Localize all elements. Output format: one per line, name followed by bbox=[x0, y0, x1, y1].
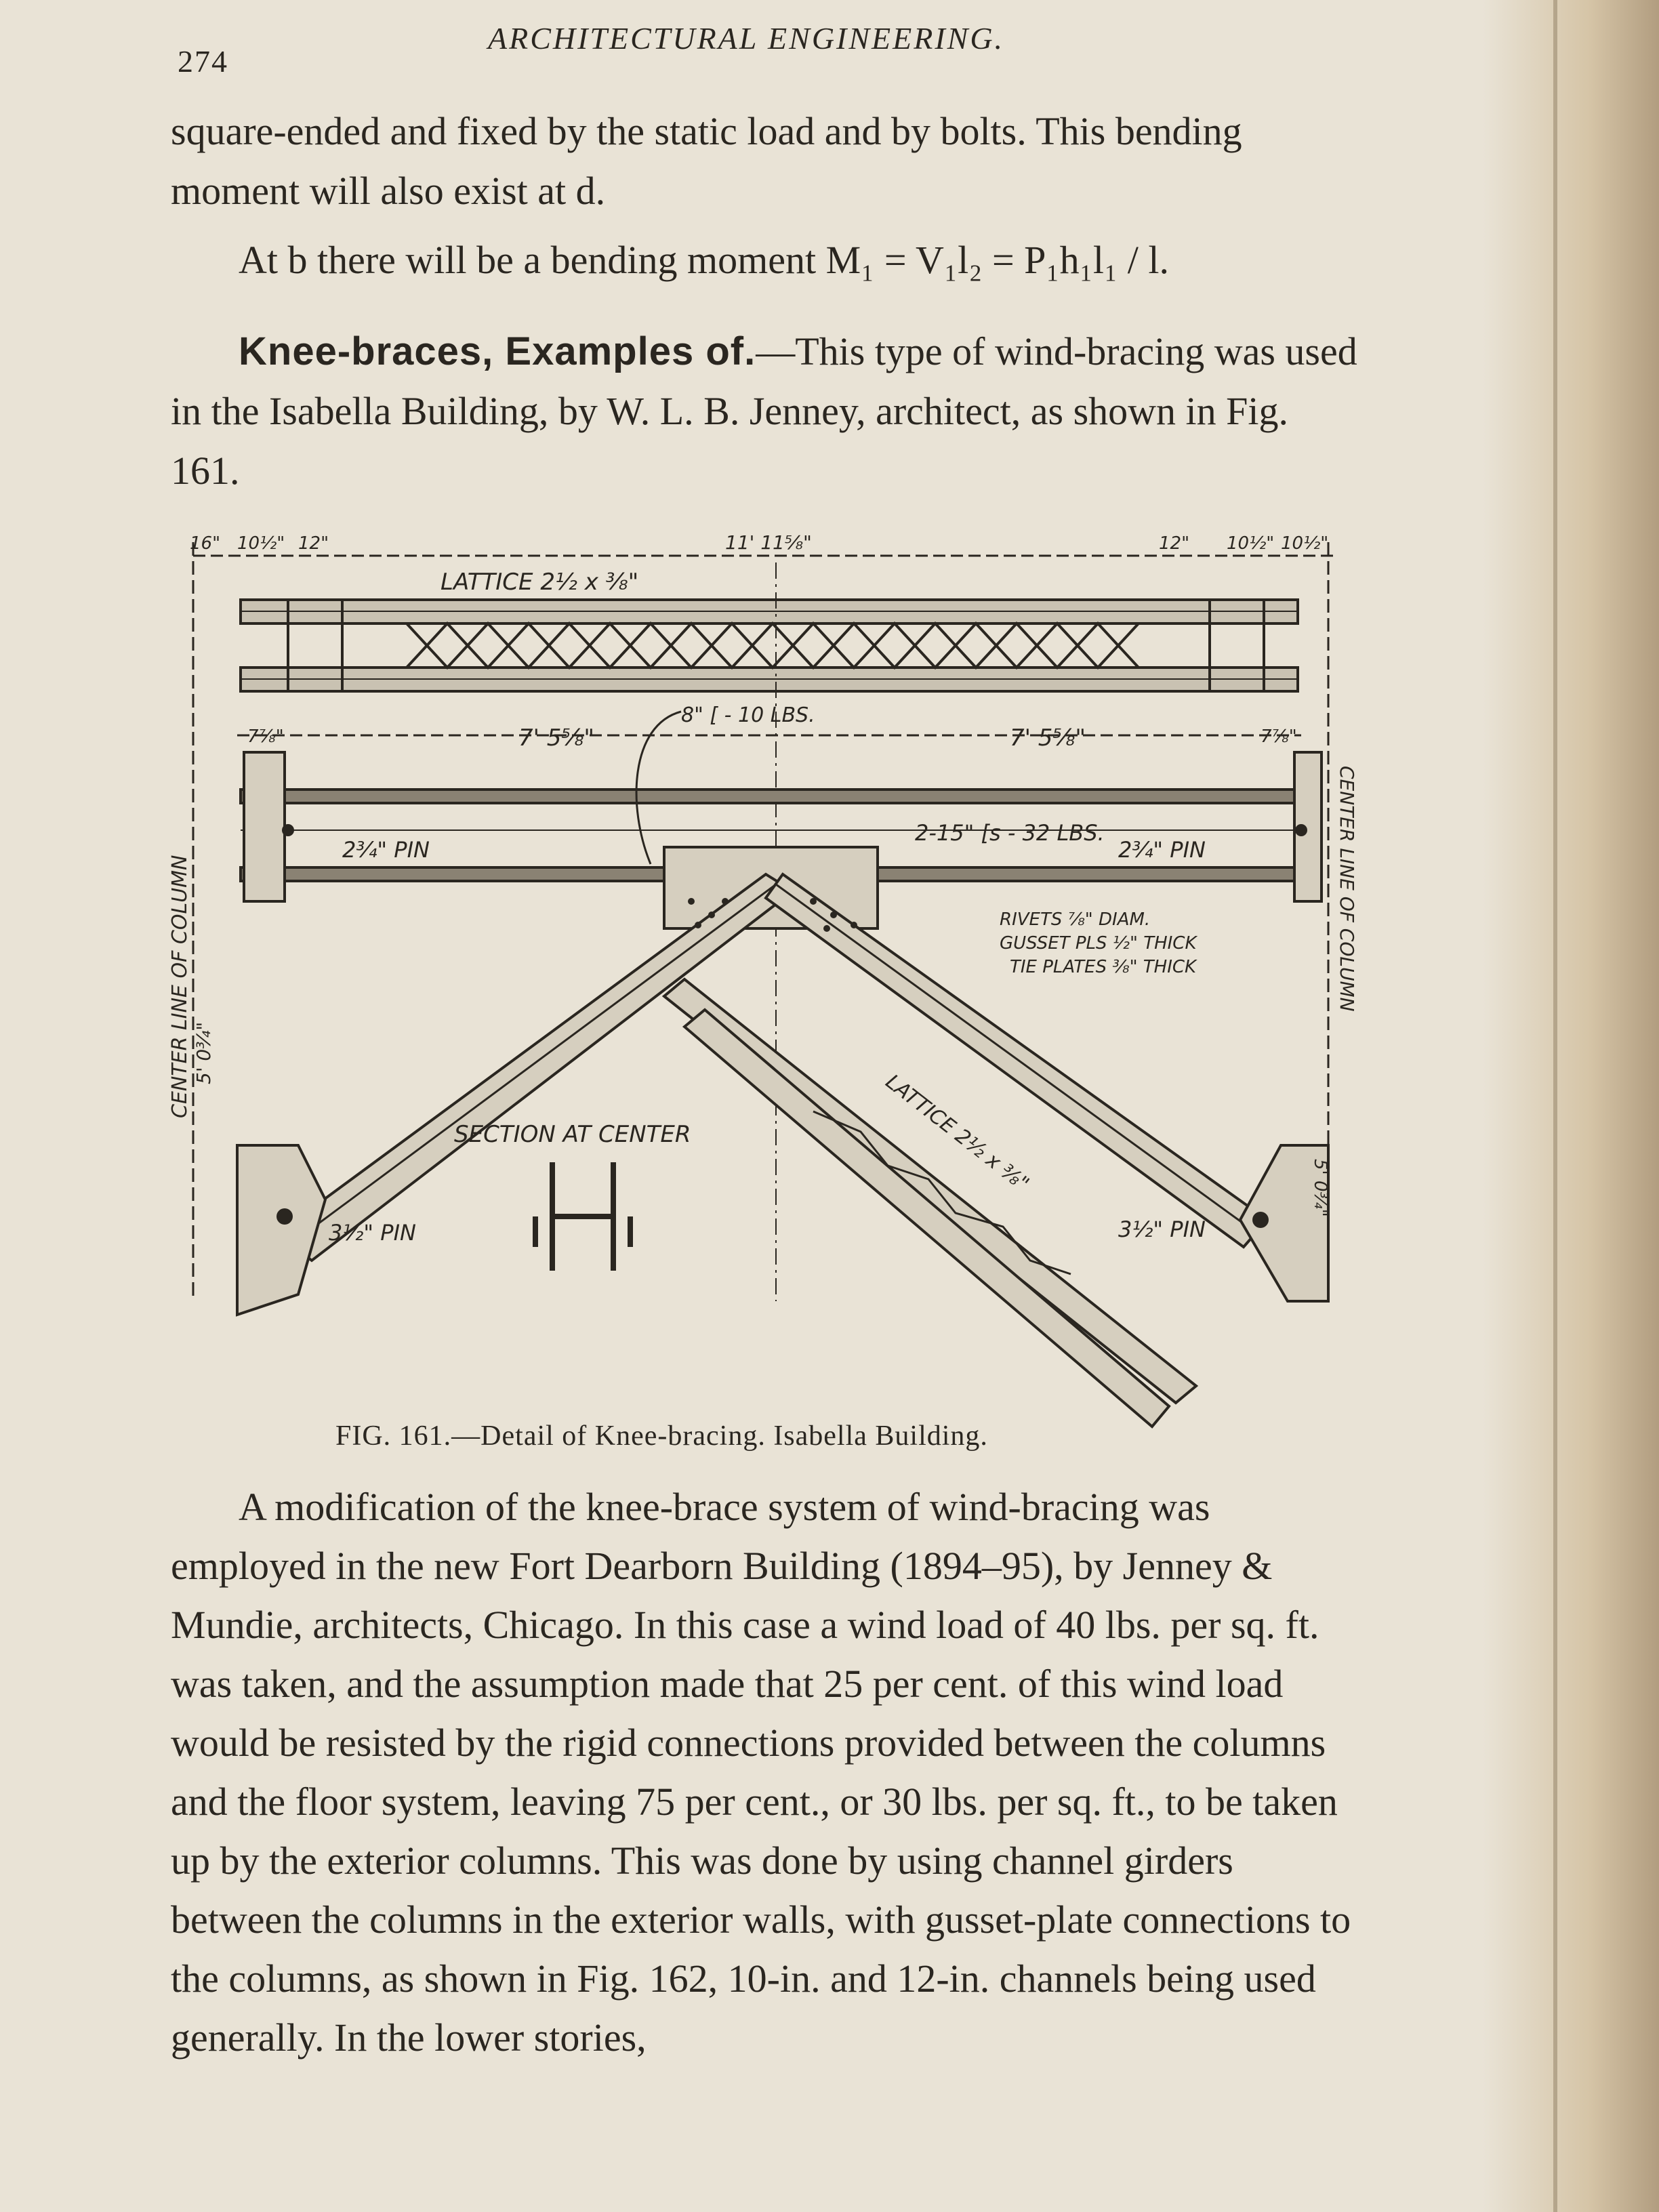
center-line-left: CENTER LINE OF COLUMN bbox=[168, 855, 192, 1118]
paragraph-2-bending-moment: At b there will be a bending moment M₁ = V₁l₂ = P₁h₁l₁ / l. bbox=[239, 238, 1169, 282]
dim-12-right: 12" bbox=[1159, 533, 1190, 554]
section-at-center-label: SECTION AT CENTER bbox=[454, 1121, 691, 1148]
figure-161-knee-bracing bbox=[168, 522, 1362, 1416]
dim-5-right: 5' 0¾" bbox=[1310, 1159, 1330, 1217]
dim-10-5-far: 10½" bbox=[1281, 533, 1329, 554]
dim-16: 16" bbox=[190, 533, 221, 554]
dim-7-8-right: 7⅞" bbox=[1261, 726, 1297, 747]
running-title: ARCHITECTURAL ENGINEERING. bbox=[488, 21, 1005, 56]
pin-left-label: 2¾" PIN bbox=[342, 837, 430, 863]
paragraph-4-fort-dearborn: A modification of the knee-brace system of wind-bracing was employed in the new Fort Dearborn Building (1894–95), by Jenney & Mundie, architects, Chicago. In this case a wind load of 40 lbs. per sq. ft. was taken, and the assumption made that 25 per cent. of this wind load would be resisted by the rigid connections provided between the columns and the floor system, leaving 75 per cent., or 30 lbs. per sq. ft., to be taken up by the exterior columns. This was done by using channel girders between the columns in the exterior walls, with gusset-plate connections to the columns, as shown in Fig. 162, 10-in. and 12-in. channels being used generally. In the lower stories, bbox=[171, 1485, 1351, 2060]
rivets-label: RIVETS ⅞" DIAM. bbox=[1000, 909, 1151, 930]
dim-7-5-left: 7' 5⅝" bbox=[518, 724, 595, 752]
paragraph-3-body: —This type of wind-bracing was used in the Isabella Building, by W. L. B. Jenney, architect, as shown in Fig. 161. bbox=[171, 329, 1357, 493]
page-gutter-shadow bbox=[1483, 0, 1659, 2212]
figure-caption: FIG. 161.—Detail of Knee-bracing. Isabella Building. bbox=[335, 1420, 988, 1452]
dim-5-left: 5' 0¾" bbox=[192, 1021, 215, 1084]
gusset-label: GUSSET PLS ½" THICK bbox=[1000, 933, 1197, 954]
dim-12-left: 12" bbox=[298, 533, 329, 554]
dim-10-5-right: 10½" bbox=[1227, 533, 1275, 554]
dim-7-5-right: 7' 5⅝" bbox=[1010, 724, 1086, 752]
paragraph-3-knee-braces bbox=[171, 322, 1364, 501]
page-edge bbox=[1553, 0, 1557, 2212]
lattice-top-label: LATTICE 2½ x ⅜" bbox=[441, 569, 639, 596]
section-heading: Knee-braces, Examples of. bbox=[239, 329, 756, 373]
channel-8-label: 8" [ - 10 LBS. bbox=[681, 703, 815, 727]
lattice-diagonal-label: LATTICE 2½ x ⅜" bbox=[881, 1069, 1033, 1197]
page-number: 274 bbox=[178, 44, 228, 79]
dim-10-5: 10½" bbox=[237, 533, 285, 554]
dim-center: 11' 11⅝" bbox=[725, 531, 812, 554]
pin-bottom-right-label: 3½" PIN bbox=[1118, 1216, 1206, 1242]
tie-plates-label: TIE PLATES ⅜" THICK bbox=[1010, 957, 1197, 977]
paragraph-1: square-ended and fixed by the static load and by bolts. This bending moment will also exist at d. bbox=[171, 109, 1242, 213]
channels-15-label: 2-15" [s - 32 LBS. bbox=[915, 820, 1105, 846]
pin-right-label: 2¾" PIN bbox=[1118, 837, 1206, 863]
pin-bottom-left-label: 3½" PIN bbox=[329, 1220, 416, 1246]
dim-7-8-left: 7⅞" bbox=[247, 726, 284, 747]
center-line-right: CENTER LINE OF COLUMN bbox=[1336, 766, 1358, 1012]
